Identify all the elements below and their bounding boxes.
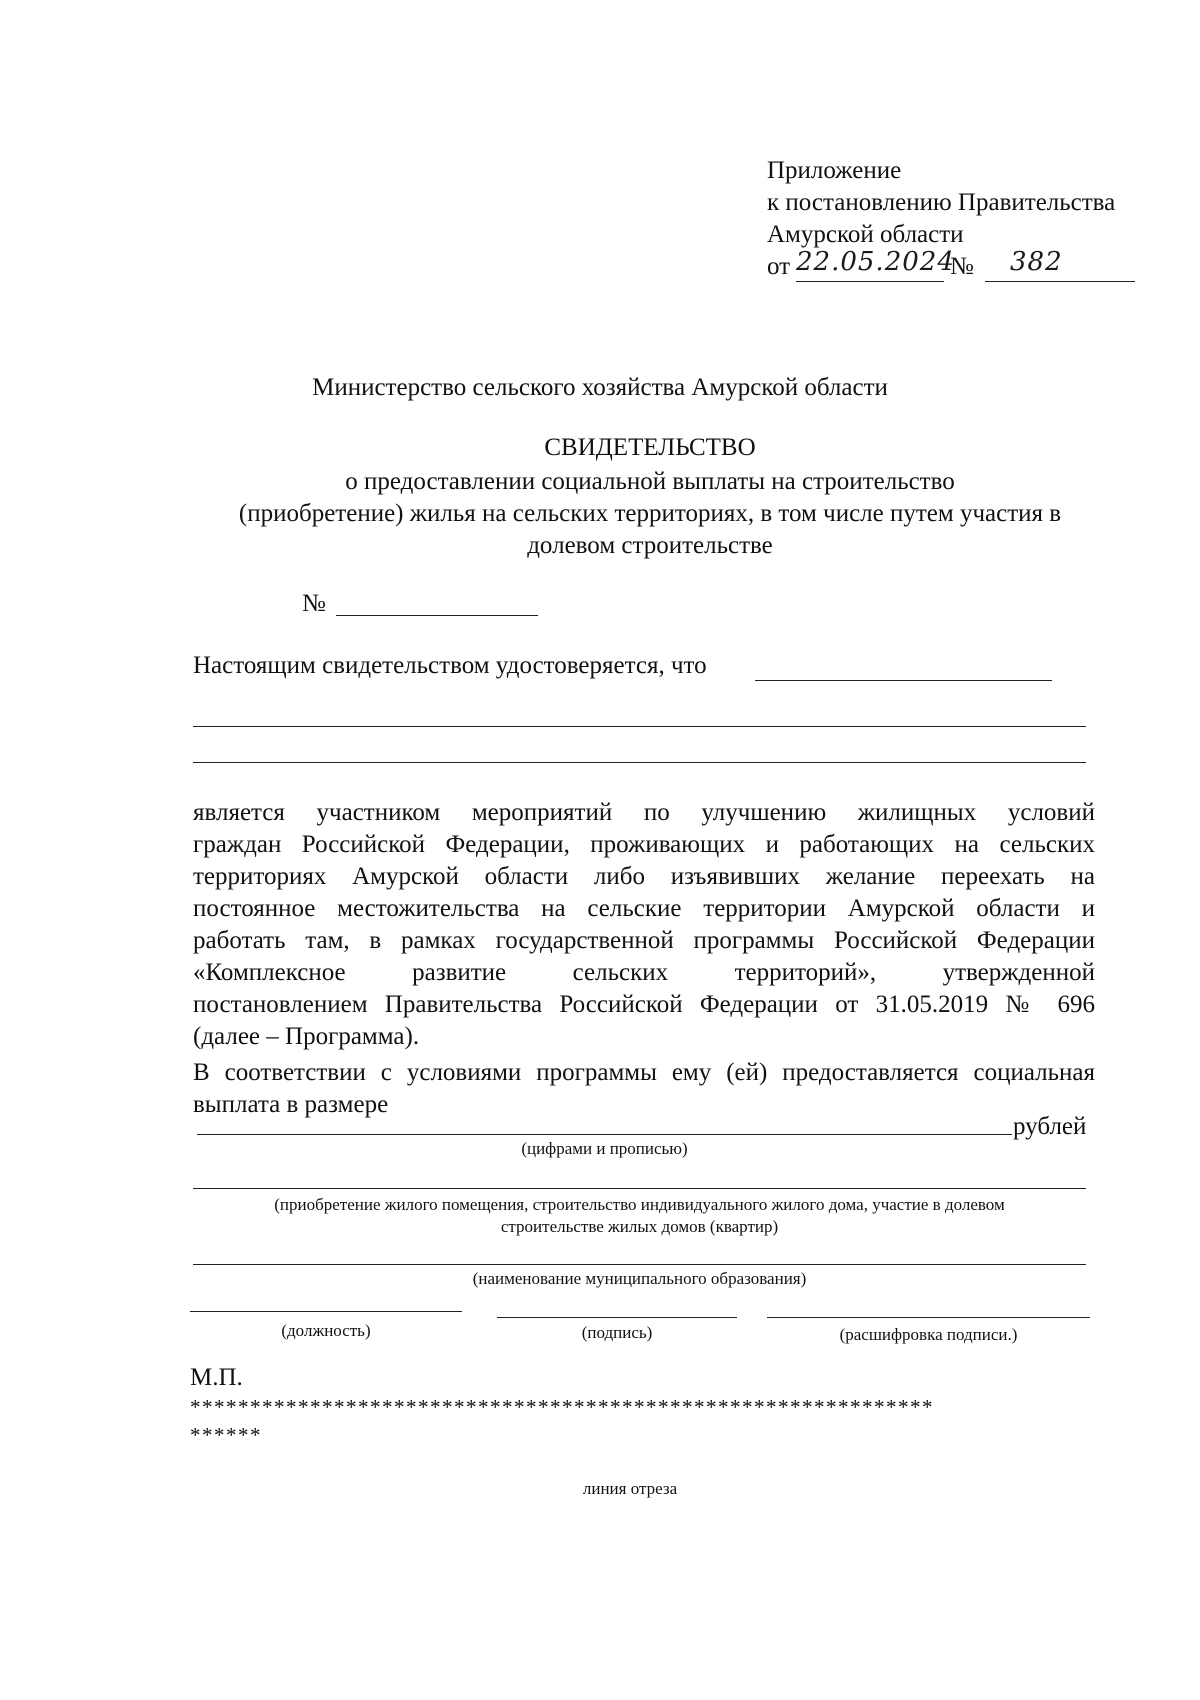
subtitle-line3: долевом строительстве: [527, 532, 773, 559]
purpose-caption-line2: строительстве жилых домов (квартир): [500, 1217, 779, 1236]
payment-line-2: выплата в размере: [193, 1091, 389, 1118]
appendix-line3: Амурской области: [767, 221, 964, 248]
purpose-field[interactable]: [193, 1188, 1086, 1189]
body-line-2: граждан Российской Федерации, проживающих и работающих на сельских: [193, 831, 1095, 858]
amount-caption: (цифрами и прописью): [521, 1139, 688, 1158]
body-line-last: (далее – Программа).: [193, 1023, 420, 1050]
recipient-name-field-2[interactable]: [193, 726, 1086, 727]
recipient-name-field-3[interactable]: [193, 762, 1086, 763]
body-line-4: постоянное местожительства на сельские территории Амурской области и: [193, 895, 1095, 922]
appendix-date-underline: [796, 281, 944, 282]
appendix-line2: к постановлению Правительства: [767, 189, 1116, 216]
ministry-name: Министерство сельского хозяйства Амурской области: [312, 374, 888, 401]
certificate-number-sign: №: [302, 590, 326, 617]
certifies-text: Настоящим свидетельством удостоверяется, что: [193, 652, 707, 679]
amount-field[interactable]: [197, 1134, 1012, 1135]
municipality-field[interactable]: [193, 1264, 1086, 1265]
body-line-3: территориях Амурской области либо изъявивших желание переехать на: [193, 863, 1095, 890]
appendix-number-sign: №: [950, 253, 974, 280]
municipality-caption: (наименование муниципального образования): [472, 1269, 807, 1288]
appendix-line1: Приложение: [767, 157, 902, 184]
document-title: СВИДЕТЕЛЬСТВО: [544, 434, 756, 461]
position-caption: (должность): [281, 1321, 371, 1340]
subtitle-line1: о предоставлении социальной выплаты на строительство: [345, 468, 955, 495]
stars-line-1: **************************************************************: [190, 1395, 934, 1419]
appendix-number-value: 382: [1010, 247, 1063, 277]
appendix-number-underline: [985, 281, 1135, 282]
appendix-date-prefix: от: [767, 253, 791, 280]
rubles-label: рублей: [1013, 1113, 1087, 1140]
cut-line-label: линия отреза: [582, 1479, 678, 1498]
body-line-1: является участником мероприятий по улучшению жилищных условий: [193, 799, 1095, 826]
body-line-7: постановлением Правительства Российской Федерации от 31.05.2019 № 696: [193, 991, 1095, 1018]
signature-field[interactable]: [497, 1317, 737, 1318]
signature-caption: (подпись): [581, 1323, 653, 1342]
decoding-field[interactable]: [767, 1317, 1090, 1318]
decoding-caption: (расшифровка подписи.): [839, 1325, 1018, 1344]
recipient-name-field-1[interactable]: [755, 680, 1052, 681]
appendix-date-value: 22.05.2024: [796, 247, 955, 277]
certificate-number-field[interactable]: [336, 615, 538, 616]
payment-line-1: В соответствии с условиями программы ему (ей) предоставляется социальная: [193, 1059, 1095, 1086]
purpose-caption-line1: (приобретение жилого помещения, строительство индивидуального жилого дома, участие в долевом: [274, 1195, 1005, 1214]
body-line-6: «Комплексное развитие сельских территорий», утвержденной: [193, 959, 1095, 986]
position-field[interactable]: [190, 1311, 462, 1312]
body-line-5: работать там, в рамках государственной программы Российской Федерации: [193, 927, 1095, 954]
subtitle-line2: (приобретение) жилья на сельских территориях, в том числе путем участия в: [238, 500, 1062, 527]
stars-line-2: ******: [190, 1423, 262, 1447]
stamp-place-label: М.П.: [190, 1364, 243, 1391]
